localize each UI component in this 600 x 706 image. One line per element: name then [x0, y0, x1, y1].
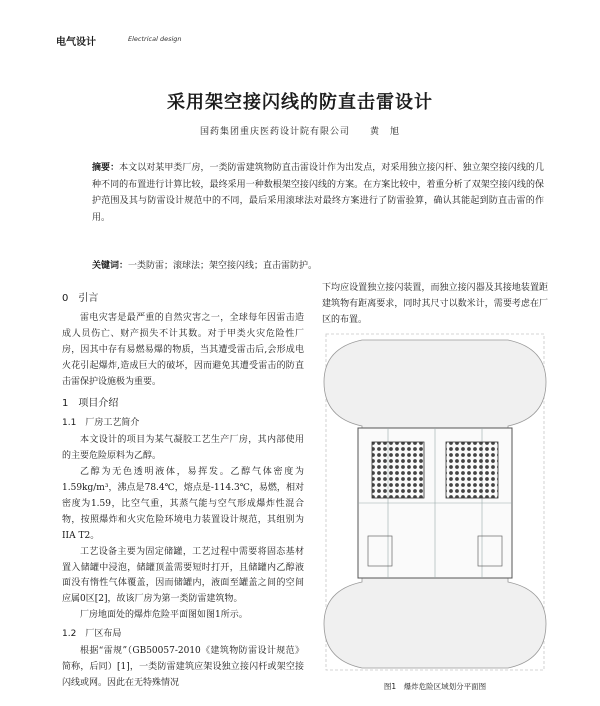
- abstract-text: 本文以对某甲类厂房，一类防雷建筑物防直击雷设计作为出发点，对采用独立接闪杆、独立架空接闪线的几种不同的布置进行计算比较，最终采用一种数根架空接闪线的方案。在方案比较中，着重分析了双架空接闪线的保护范围及其与防雷设计规范中的不同，最后采用滚球法对最终方案进行了防雷验算，确认其能起到防直击雷的作用。: [92, 163, 544, 223]
- journal-logo: 电气设计: [56, 37, 96, 48]
- keywords-text: 一类防雷；滚球法；架空接闪线；直击雷防护。: [128, 261, 318, 271]
- paragraph: 根据“雷规”（GB50057-2010《建筑物防雷设计规范》简称，后同）[1]，一类防雷建筑应架设独立接闪杆或架空接闪线或网。因此在无特殊情况: [62, 646, 304, 688]
- paragraph: 乙醇为无色透明液体，易挥发。乙醇气体密度为1.59kg/m³，沸点是78.4℃，熔点是-114.3℃，易燃，相对密度为1.59，比空气重，其蒸气能与空气形成爆炸性混合物，按照爆炸和火灾危险环境电力装置设计规范，其组别为IIA T2。: [62, 467, 304, 541]
- left-column: [62, 285, 304, 692]
- keywords-label: 关键词：: [92, 261, 129, 271]
- keywords: [92, 258, 544, 271]
- page-title: 采用架空接闪线的防直击雷设计: [167, 92, 433, 113]
- tank-array-right: [446, 442, 498, 498]
- paragraph: 工艺设备主要为固定储罐，工艺过程中需要将固态基材置入储罐中浸泡，储罐顶盖需要短时打开，且储罐内乙醇液面没有惰性气体覆盖，因而储罐内，液面至罐盖之间的空间应属0区[2]，故该厂房为第一类防雷建筑物。: [62, 546, 304, 605]
- hazard-zone-floor-plan: [322, 332, 548, 676]
- abstract-label: 摘要：: [92, 163, 120, 173]
- right-column-text: 下均应设置独立接闪装置，而独立接闪器及其接地装置距建筑物有距离要求，同时其尺寸以数米计，需要考虑在厂区的布置。: [322, 283, 548, 325]
- author-line: 国药集团重庆医药设计院有限公司 黄 旭: [199, 127, 400, 137]
- section-1-2-heading: 1.2 厂区布局: [62, 629, 122, 640]
- journal-subtitle: Electrical design: [128, 35, 182, 43]
- figure-caption: 图1 爆炸危险区域划分平面图: [383, 682, 487, 691]
- paragraph: 雷电灾害是最严重的自然灾害之一，全球每年因雷击造成人员伤亡、财产损失不计其数。对于甲类火灾危险性厂房，因其中存有易燃易爆的物质，当其遭受雷击后,会形成电火花引起爆炸,造成巨大的破坏，因而避免其遭受雷击的防直击雷保护设施极为重要。: [62, 312, 304, 387]
- paragraph: 厂房地面处的爆炸危险平面图如图1所示。: [80, 610, 248, 621]
- paragraph: 本文设计的项目为某气凝胶工艺生产厂房，其内部使用的主要危险原料为乙醇。: [62, 435, 304, 462]
- section-1-1-heading: 1.1 厂房工艺简介: [62, 418, 140, 429]
- section-1-heading: 1 项目介绍: [62, 398, 119, 410]
- abstract: [92, 160, 544, 226]
- tank-array-left: [372, 442, 424, 498]
- section-0-heading: 0 引言: [62, 293, 99, 304]
